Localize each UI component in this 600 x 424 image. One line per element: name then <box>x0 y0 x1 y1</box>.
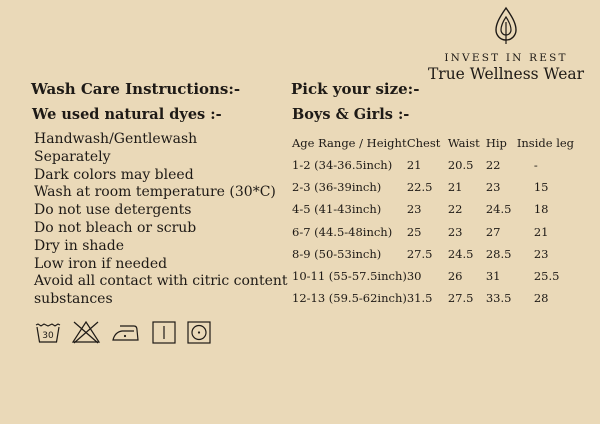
table-row <box>288 221 575 243</box>
size-chart-subtitle: Boys & Girls :- <box>292 106 410 123</box>
wash-temp-label: 30 <box>42 331 54 341</box>
size-chart-title: Pick your size:- <box>291 80 420 98</box>
table-cell: 26 <box>447 269 463 284</box>
instruction-item: Separately <box>34 148 111 165</box>
table-cell: 24.5 <box>485 202 512 217</box>
table-cell: 27.5 <box>447 291 474 306</box>
table-cell: 1-2 (34-36.5inch) <box>292 158 393 173</box>
table-cell: 4-5 (41-43inch) <box>292 202 382 217</box>
column-header: Age Range / Height <box>292 136 407 150</box>
column-header: Waist <box>447 136 480 150</box>
table-cell: 27 <box>485 224 501 239</box>
table-cell: 30 <box>406 269 422 284</box>
table-cell: 23 <box>447 224 463 239</box>
table-cell: 18 <box>533 202 549 217</box>
table-cell: 24.5 <box>447 246 474 261</box>
instruction-item: Wash at room temperature (30*C) <box>34 184 276 201</box>
table-cell: 15 <box>533 180 549 195</box>
table-cell: 2-3 (36-39inch) <box>292 180 382 195</box>
table-row <box>288 287 575 309</box>
table-cell: 6-7 (44.5-48inch) <box>292 224 393 239</box>
iron-low-icon <box>110 320 142 344</box>
table-cell: 28 <box>533 291 549 306</box>
table-row <box>288 265 575 287</box>
table-cell: 23 <box>533 246 549 261</box>
column-header: Inside leg <box>516 136 575 150</box>
care-symbols <box>34 320 212 344</box>
instruction-item: Dark colors may bleed <box>34 166 194 183</box>
table-cell: 8-9 (50-53inch) <box>292 246 382 261</box>
wash-care-subtitle: We used natural dyes :- <box>32 106 222 123</box>
table-cell: 31.5 <box>406 291 433 306</box>
table-cell: 20.5 <box>447 158 474 173</box>
table-cell: 28.5 <box>485 246 512 261</box>
table-cell: 21 <box>533 224 549 239</box>
table-cell: 21 <box>447 180 463 195</box>
do-not-bleach-icon <box>71 320 101 344</box>
line-dry-icon <box>151 320 177 344</box>
table-cell: 23 <box>406 202 422 217</box>
table-cell: 27.5 <box>406 246 433 261</box>
brand-header <box>426 6 586 83</box>
table-header-row <box>288 132 575 154</box>
table-cell: 25 <box>406 224 422 239</box>
table-cell: 21 <box>406 158 422 173</box>
instruction-item: substances <box>34 291 113 308</box>
column-header: Chest <box>406 136 441 150</box>
instruction-item: Handwash/Gentlewash <box>34 131 198 147</box>
table-row <box>288 176 575 198</box>
brand-tagline: True Wellness Wear <box>427 65 585 83</box>
instruction-item: Do not bleach or scrub <box>34 219 197 236</box>
column-header: Hip <box>485 136 507 150</box>
table-cell: 31 <box>485 269 501 284</box>
table-cell: 23 <box>485 180 501 195</box>
table-row <box>288 154 575 176</box>
instruction-item: Low iron if needed <box>34 255 168 272</box>
brand-name: INVEST IN REST <box>444 52 568 64</box>
instruction-item: Do not use detergents <box>34 202 192 219</box>
instruction-item: Avoid all contact with citric content <box>34 273 288 290</box>
table-cell: 22 <box>485 158 501 173</box>
size-chart-table <box>288 132 575 309</box>
table-row <box>288 243 575 265</box>
table-cell: - <box>533 158 538 173</box>
table-cell: 25.5 <box>533 269 560 284</box>
table-cell: 22.5 <box>406 180 433 195</box>
table-cell: 33.5 <box>485 291 512 306</box>
table-cell: 22 <box>447 202 463 217</box>
wash-care-title: Wash Care Instructions:- <box>31 80 241 98</box>
leaf-drop-logo-icon <box>493 6 519 46</box>
instruction-item: Dry in shade <box>34 237 125 254</box>
table-cell: 10-11 (55-57.5inch) <box>292 269 407 284</box>
wash-30-icon <box>34 320 62 344</box>
tumble-dry-icon <box>186 320 212 344</box>
table-cell: 12-13 (59.5-62inch) <box>292 291 407 306</box>
table-row <box>288 198 575 220</box>
wash-instructions-list <box>34 131 288 309</box>
